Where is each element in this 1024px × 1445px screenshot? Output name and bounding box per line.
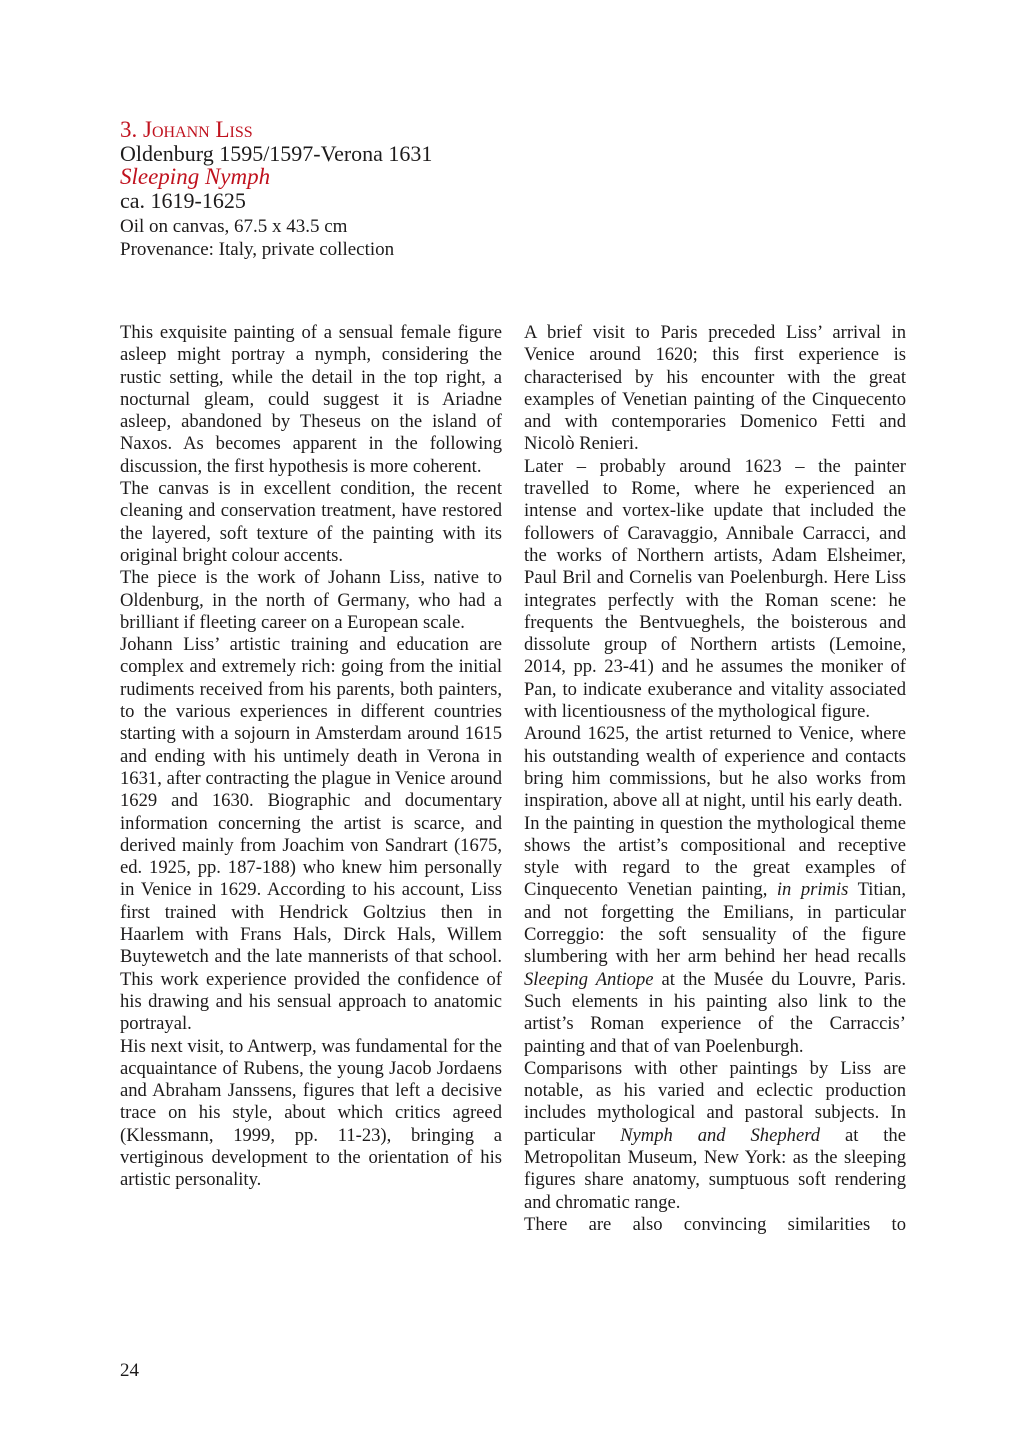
artist-dates: Oldenburg 1595/1597-Verona 1631 bbox=[120, 140, 433, 166]
paragraph bbox=[524, 1058, 906, 1214]
paragraph: There are also convincing similarities to bbox=[524, 1213, 906, 1235]
text-run: at the Metropolitan Museum, New York: as the sleeping figures share anatomy, sumptuous soft rendering and chromatic range. bbox=[524, 1124, 906, 1213]
page-number: 24 bbox=[120, 1360, 139, 1381]
work-title: Sleeping Nymph bbox=[120, 164, 271, 189]
italic-phrase: in primis bbox=[776, 879, 849, 901]
text-run: Comparisons with other paintings by Liss are notable, as his varied and eclectic production includes mythological and pastoral subjects. In particular bbox=[524, 1057, 906, 1146]
work-date: ca. 1619-1625 bbox=[120, 187, 246, 213]
text-run: In the painting in question the mythological theme shows the artist’s compositional and receptive style with regard to the great examples of Cinquecento Venetian painting, bbox=[524, 812, 906, 901]
entry-title bbox=[120, 118, 540, 142]
paragraph: This exquisite painting of a sensual female figure asleep might portray a nymph, considering the rustic setting, while the detail in the top right, a nocturnal gleam, could suggest it is Ariadne asleep, abandoned by Theseus on the island of Naxos. As becomes apparent in the following discussion, the first hypothesis is more coherent. bbox=[120, 322, 502, 477]
paragraph: Later – probably around 1623 – the painter travelled to Rome, where he experienced an intense and vortex-like update that included the followers of Caravaggio, Annibale Carracci, and the works of Northern artists, Adam Elsheimer, Paul Bril and Cornelis van Poelenburgh. Here Liss integrates perfectly with the Roman scene: he frequents the Bentvueghels, the boisterous and dissolute group of Northern artists (Lemoine, 2014, pp. 23-41) and he assumes the moniker of Pan, to indicate exuberance and vitality associated with licentiousness of the mythological figure. bbox=[524, 455, 906, 723]
paragraph: The canvas is in excellent condition, the recent cleaning and conservation treatment, have restored the layered, soft texture of the painting with its original bright colour accents. bbox=[120, 478, 502, 566]
entry-number: 3. bbox=[120, 117, 138, 142]
paragraph: The piece is the work of Johann Liss, native to Oldenburg, in the north of Germany, who had a brilliant if fleeting career on a European scale. bbox=[120, 567, 502, 633]
paragraph bbox=[524, 813, 906, 1058]
right-text-column bbox=[524, 322, 906, 1236]
artist-name: Johann Liss bbox=[143, 117, 253, 142]
paragraph: A brief visit to Paris preceded Liss’ arrival in Venice around 1620; this first experience is characterised by his encounter with the great examples of Venetian painting of the Cinquecento and with contemporaries Domenico Fetti and Nicolò Renieri. bbox=[524, 322, 906, 455]
text-run: at the Musée du Louvre, Paris. Such elements in his painting also link to the artist’s Roman experience of the Carraccis’ painting and that of van Poelenburgh. bbox=[524, 968, 907, 1057]
catalogue-entry-header bbox=[120, 118, 540, 261]
paragraph: His next visit, to Antwerp, was fundamental for the acquaintance of Rubens, the young Jacob Jordaens and Abraham Janssens, figures that left a decisive trace on his style, about which critics agreed (Klessmann, 1999, pp. 11-23), bringing a vertiginous development to the orientation of his artistic personality. bbox=[120, 1035, 502, 1191]
italic-work-title: Nymph and Shepherd bbox=[620, 1124, 821, 1146]
paragraph: Johann Liss’ artistic training and education are complex and extremely rich: going from the initial rudiments received from his parents, both painters, to the various experiences in different countries starting with a sojourn in Amsterdam around 1615 and ending with his untimely death in Verona in 1631, after contracting the plague in Venice around 1629 and 1630. Biographic and documentary information concerning the artist is scarce, and derived mainly from Joachim von Sandrart (1675, ed. 1925, pp. 187-188) who knew him personally in Venice in 1629. According to his account, Liss first trained with Hendrick Goltzius then in Haarlem with Frans Hals, Dirck Hals, Willem Buytewetch and the late mannerists of that school. This work experience provided the confidence of his drawing and his sensual approach to anatomic portrayal. bbox=[120, 634, 502, 1035]
text-run: Titian, and not forgetting the Emilians, in particular Correggio: the soft sensuality of the figure slumbering with her arm behind her head recalls bbox=[524, 879, 906, 968]
work-provenance: Provenance: Italy, private collection bbox=[120, 239, 395, 260]
italic-work-title: Sleeping Antiope bbox=[524, 968, 654, 990]
work-medium: Oil on canvas, 67.5 x 43.5 cm bbox=[120, 216, 348, 237]
left-text-column bbox=[120, 322, 502, 1192]
paragraph: Around 1625, the artist returned to Venice, where his outstanding wealth of experience and contacts bring him commissions, but he also works from inspiration, above all at night, until his early death. bbox=[524, 723, 906, 812]
